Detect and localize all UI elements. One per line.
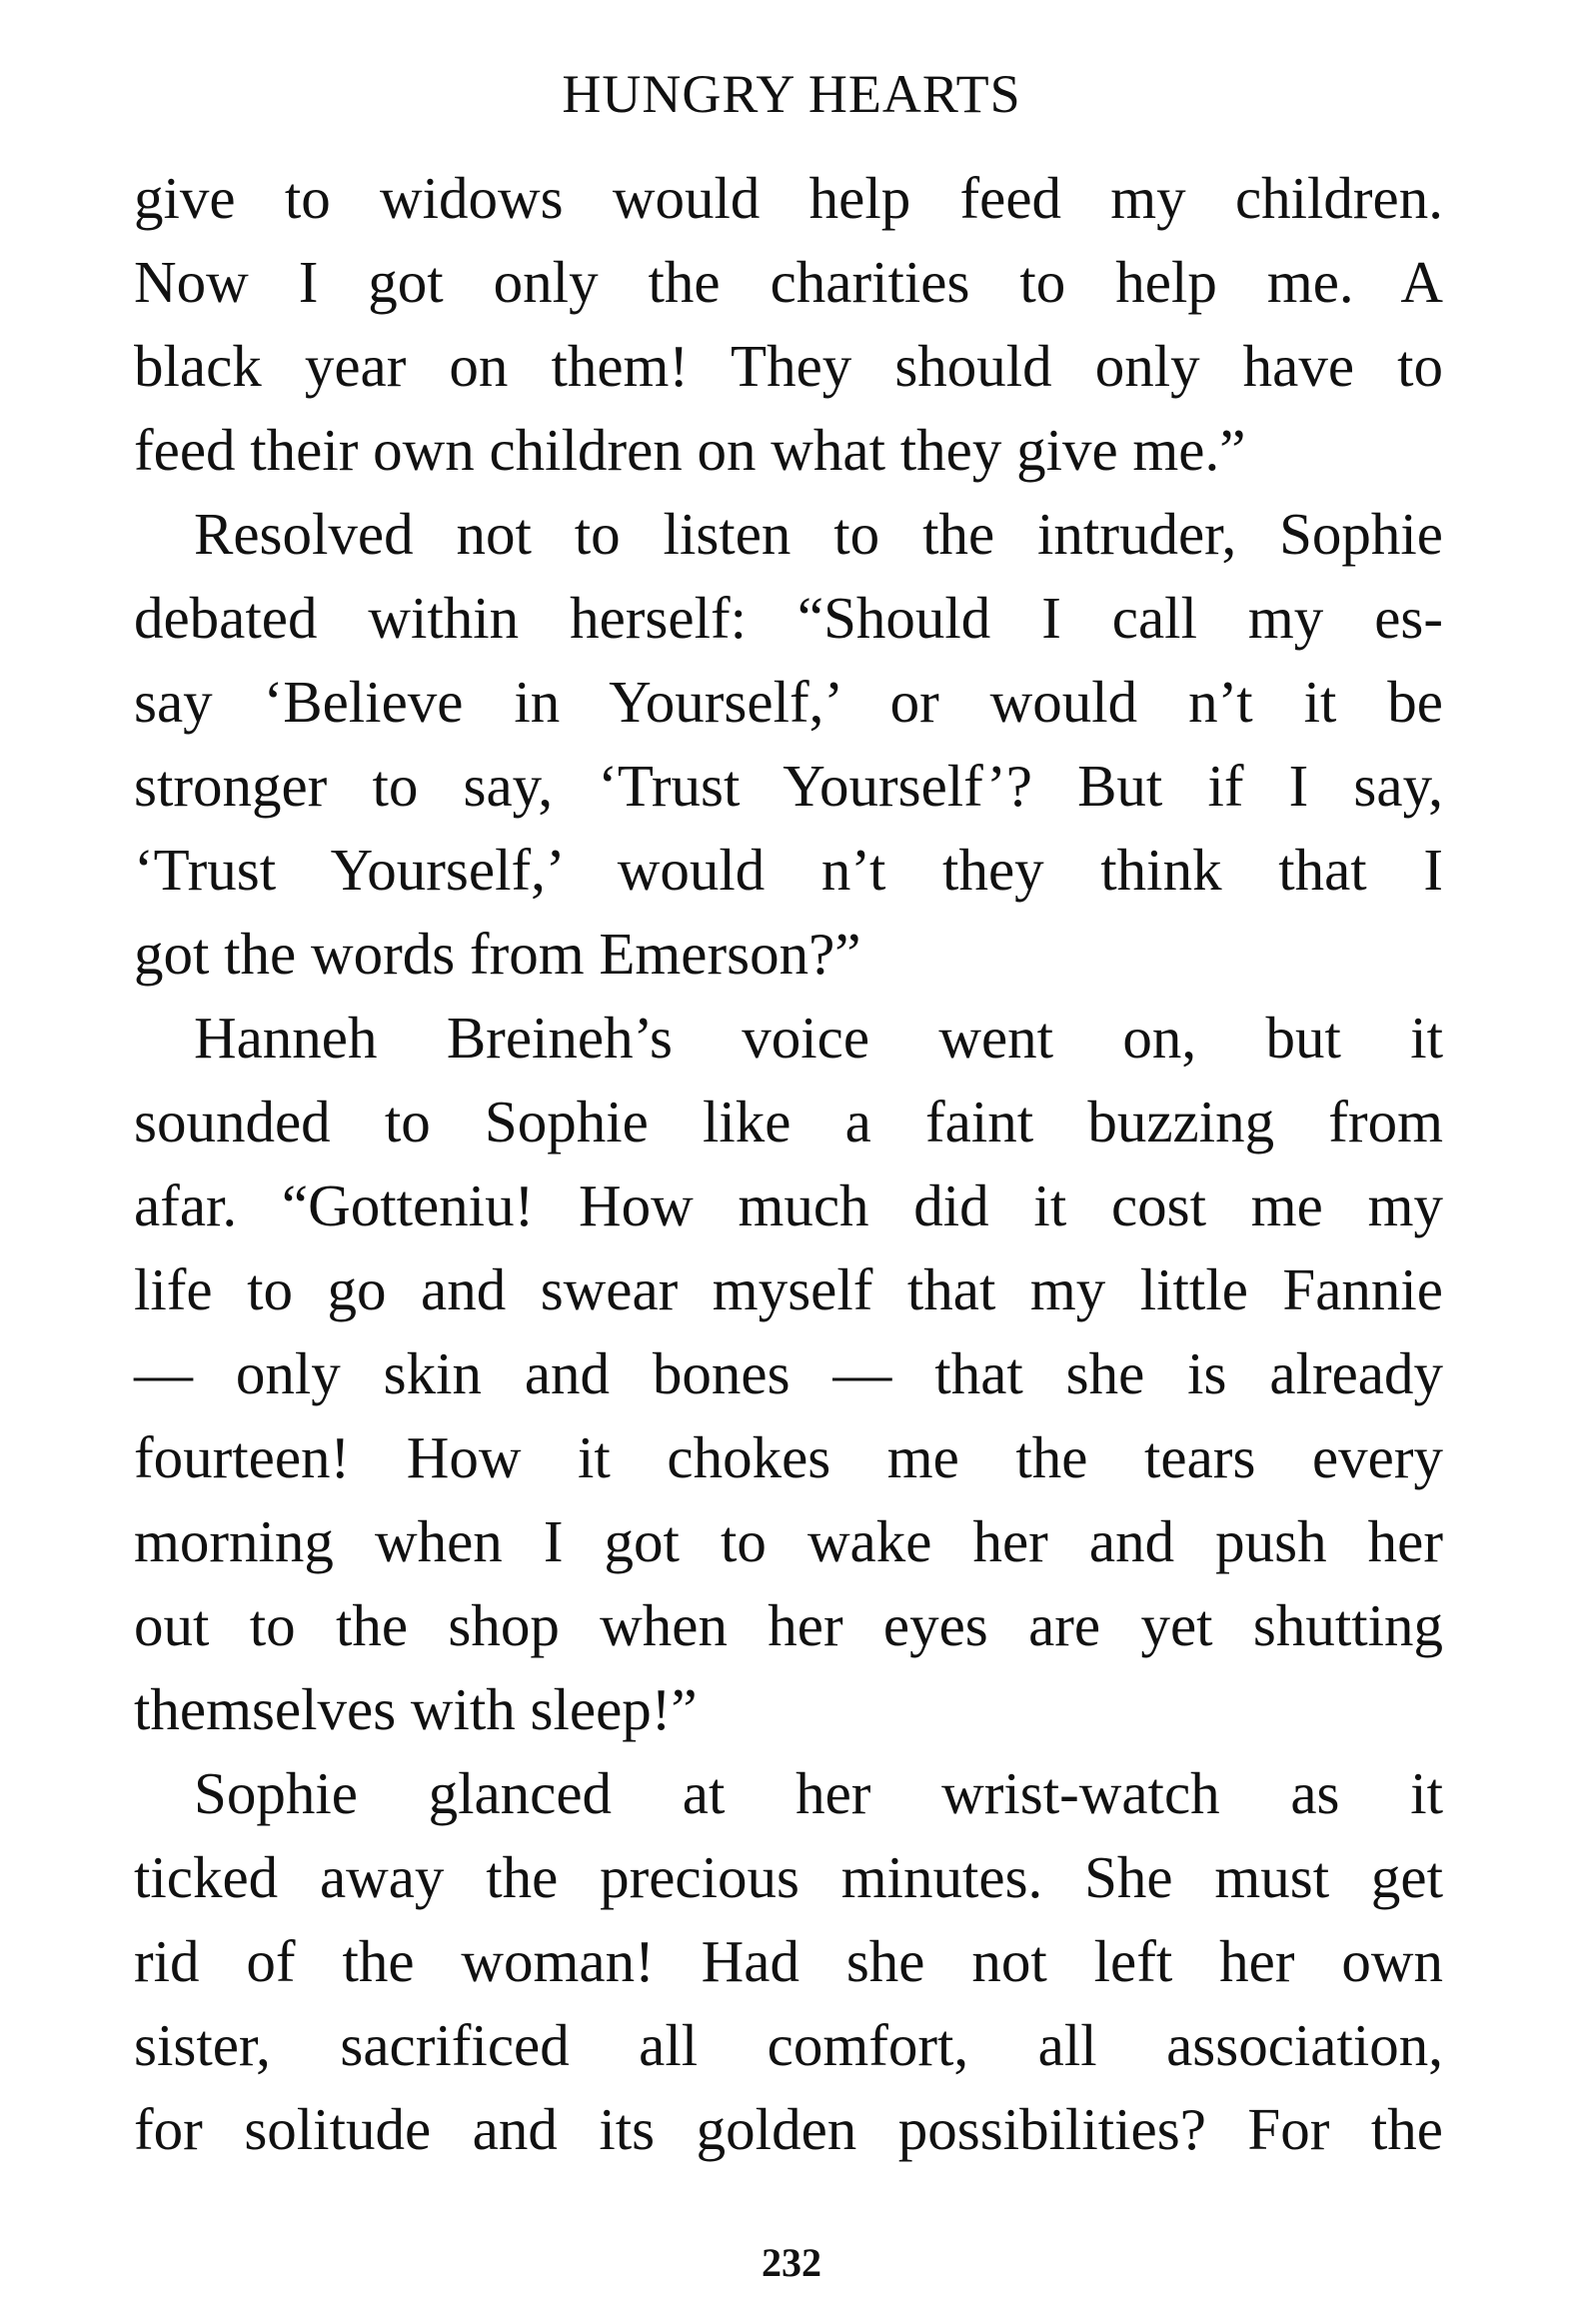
text-line: for solitude and its golden possibilities? For the (134, 2096, 1443, 2162)
running-head: HUNGRY HEARTS (562, 64, 1021, 124)
text-line: ticked away the precious minutes. She must get (134, 1844, 1443, 1910)
text-line: sounded to Sophie like a faint buzzing from (134, 1089, 1443, 1155)
text-line: got the words from Emerson?” (134, 921, 861, 987)
text-line: Hanneh Breineh’s voice went on, but it (194, 1005, 1443, 1071)
text-line: morning when I got to wake her and push her (134, 1508, 1443, 1574)
text-line: afar. “Gotteniu! How much did it cost me my (134, 1172, 1443, 1238)
page-number: 232 (762, 2240, 821, 2285)
text-line: ‘Trust Yourself,’ would n’t they think that I (134, 837, 1443, 903)
text-line: Sophie glanced at her wrist-watch as it (194, 1760, 1443, 1826)
text-line: debated within herself: “Should I call my es- (134, 585, 1443, 651)
text-line: themselves with sleep!” (134, 1676, 698, 1742)
text-line: fourteen! How it chokes me the tears every (134, 1424, 1443, 1490)
text-line: black year on them! They should only have to (134, 333, 1443, 399)
text-line: — only skin and bones — that she is already (134, 1340, 1443, 1406)
text-line: out to the shop when her eyes are yet shutting (134, 1592, 1443, 1658)
body-text (134, 156, 1443, 2171)
text-line: Now I got only the charities to help me. A (134, 249, 1443, 315)
text-line: feed their own children on what they give me.” (134, 417, 1246, 483)
text-line: sister, sacrificed all comfort, all association, (134, 2012, 1443, 2078)
text-line: life to go and swear myself that my little Fannie (134, 1256, 1443, 1322)
text-line: rid of the woman! Had she not left her own (134, 1928, 1443, 1994)
text-line: say ‘Believe in Yourself,’ or would n’t it be (134, 669, 1443, 735)
text-line: Resolved not to listen to the intruder, Sophie (194, 501, 1443, 567)
text-line: stronger to say, ‘Trust Yourself’? But if I say, (134, 753, 1443, 819)
text-line: give to widows would help feed my children. (134, 165, 1443, 231)
